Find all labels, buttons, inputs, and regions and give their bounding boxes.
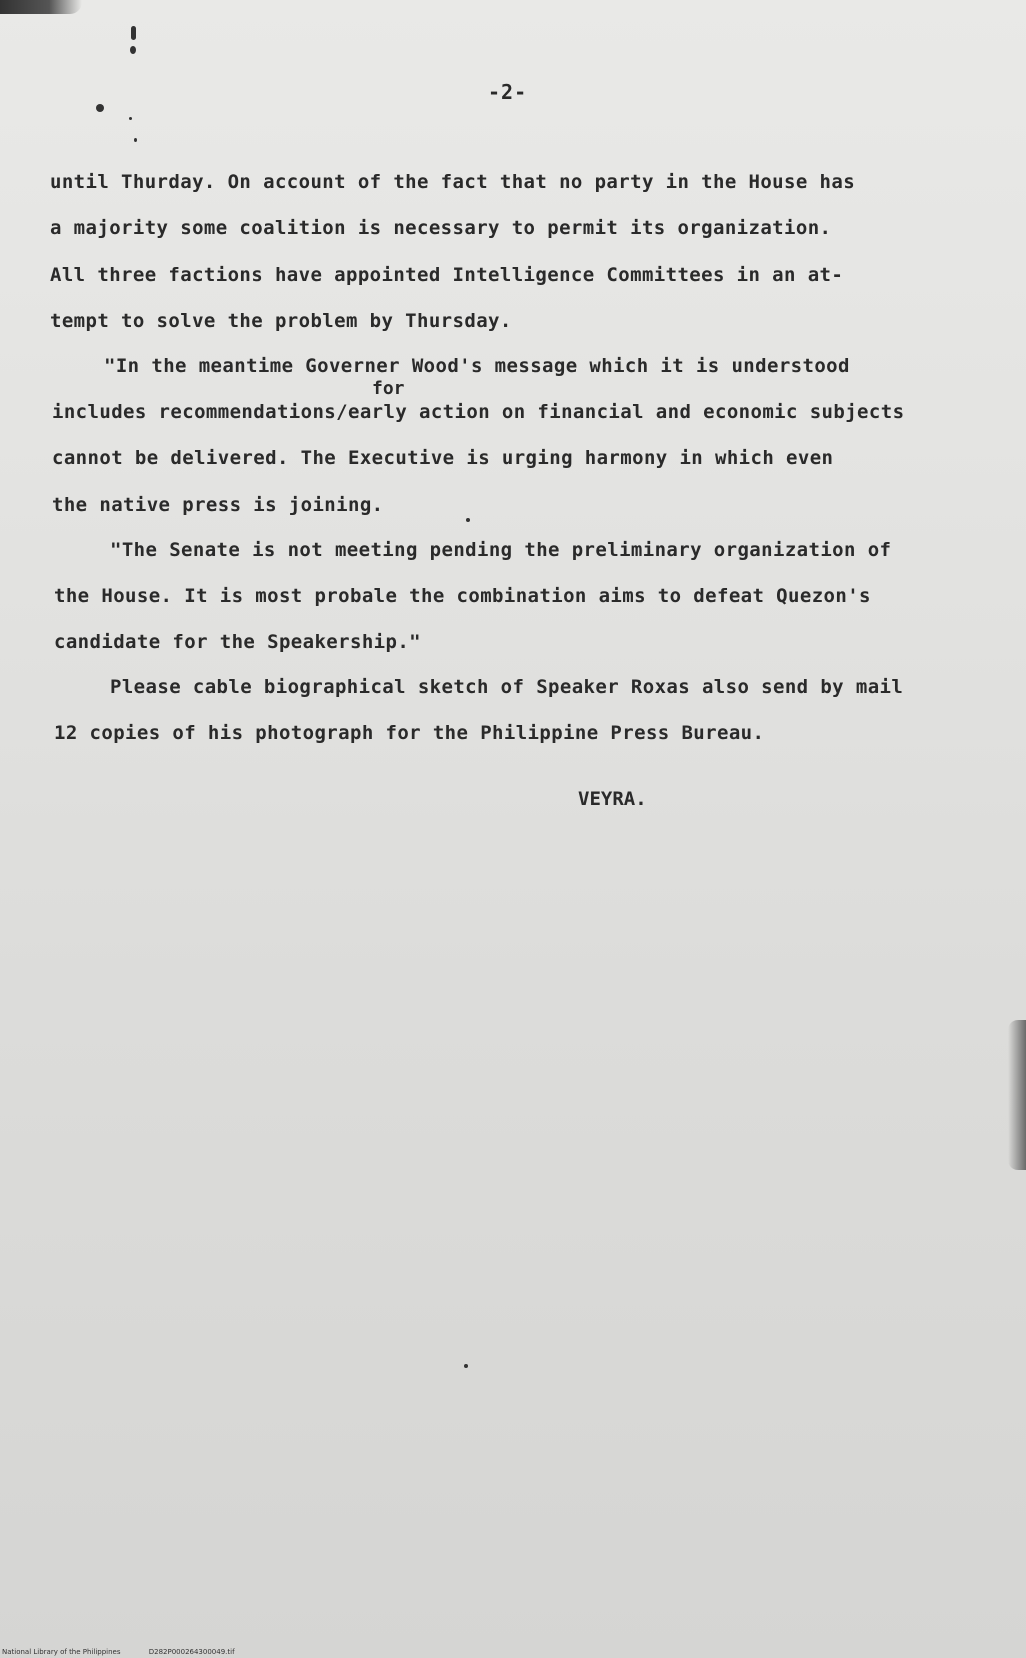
text-line: 12 copies of his photograph for the Philippine Press Bureau.: [54, 722, 765, 744]
text-line: "In the meantime Governer Wood's message which it is understood: [104, 355, 850, 377]
ink-mark: [130, 46, 136, 54]
text-line: the House. It is most probale the combination aims to defeat Quezon's: [54, 585, 871, 607]
ink-mark: [129, 117, 132, 120]
footer-institution: National Library of the Philippines: [2, 1648, 121, 1656]
text-line: Please cable biographical sketch of Speaker Roxas also send by mail: [110, 676, 904, 698]
text-line: candidate for the Speakership.": [54, 631, 422, 653]
text-line: until Thurday. On account of the fact that no party in the House has: [50, 171, 856, 193]
text-line: a majority some coalition is necessary to permit its organization.: [50, 217, 832, 239]
ink-mark: [131, 26, 136, 40]
ink-mark: [464, 1364, 468, 1368]
text-line: tempt to solve the problem by Thursday.: [50, 310, 512, 332]
footer-file-id: D282P000264300049.tif: [148, 1648, 235, 1656]
ink-mark: [96, 104, 104, 112]
text-line: cannot be delivered. The Executive is urging harmony in which even: [52, 447, 834, 469]
ink-mark: [134, 138, 137, 142]
ink-mark: [466, 518, 470, 522]
scan-footer: [2, 1648, 235, 1656]
text-line: the native press is joining.: [52, 494, 384, 516]
scan-corner-shadow: [0, 0, 82, 14]
page-number: -2-: [488, 80, 528, 104]
text-line: All three factions have appointed Intelligence Committees in an at-: [50, 264, 844, 286]
text-line: "The Senate is not meeting pending the preliminary organization of: [110, 539, 892, 561]
handwritten-insertion: for: [372, 378, 405, 399]
scan-edge-shadow: [1008, 1020, 1026, 1170]
signature-name: VEYRA.: [578, 788, 647, 810]
text-line: includes recommendations/early action on financial and economic subjects: [52, 401, 905, 423]
